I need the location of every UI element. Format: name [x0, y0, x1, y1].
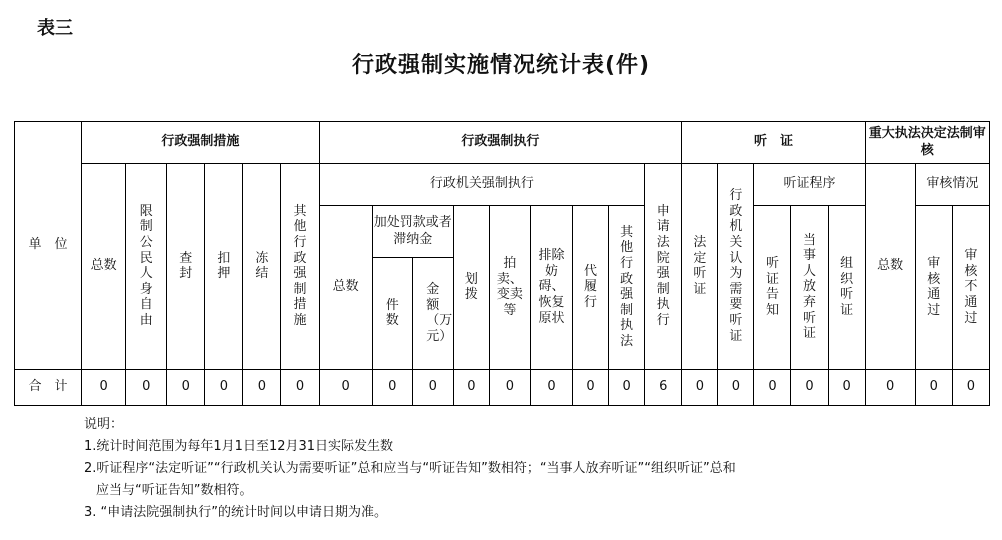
total-cell: 0: [453, 370, 489, 406]
page-title: 行政强制实施情况统计表(件): [351, 53, 651, 78]
total-cell: 0: [682, 370, 718, 406]
total-cell: 0: [372, 370, 412, 406]
col-h-waive-text: 当事人放弃听证: [803, 232, 817, 342]
col-e-court-text: 申请法院强制执行: [656, 203, 670, 328]
col-m-restrict: [126, 164, 167, 370]
col-r-fail: [952, 206, 989, 370]
col-m-total: 总数: [82, 164, 126, 370]
table-row: [15, 370, 990, 406]
col-h-notice-text: 听证告知: [765, 255, 779, 318]
col-h-agency-text: 行政机关认为需要听证: [729, 188, 743, 344]
col-e-other-text: 其他行政强制执法: [620, 224, 634, 349]
col-r-pass: [915, 206, 952, 370]
note-item: 1.统计时间范围为每年1月1日至12月31日实际发生数: [84, 439, 394, 454]
total-cell: 0: [167, 370, 205, 406]
col-m-seal: [167, 164, 205, 370]
total-cell: 6: [645, 370, 682, 406]
total-cell: 0: [754, 370, 791, 406]
col-e-count: [372, 258, 412, 370]
col-e-proxy: [572, 206, 608, 370]
total-cell: 0: [412, 370, 453, 406]
total-cell: 0: [126, 370, 167, 406]
col-r-total: 总数: [865, 164, 915, 370]
header-review: 重大执法决定法制审核: [865, 122, 989, 164]
note-item: 3. “申请法院强制执行”的统计时间以申请日期为准。: [84, 505, 388, 520]
col-e-transfer-text: 划拨: [464, 271, 478, 303]
col-m-freeze: [243, 164, 281, 370]
header-unit: 单 位: [15, 122, 82, 370]
col-r-pass-text: 审核通过: [927, 255, 941, 318]
total-cell: 0: [243, 370, 281, 406]
col-e-auction-text: 拍卖、变卖等: [496, 255, 523, 318]
col-e-auction: [489, 206, 530, 370]
total-cell: 0: [865, 370, 915, 406]
col-m-detain: [205, 164, 243, 370]
total-row-label: 合 计: [15, 370, 82, 406]
col-m-detain-text: 扣押: [217, 250, 231, 282]
col-e-other: [609, 206, 645, 370]
total-cell: 0: [718, 370, 754, 406]
col-e-count-text: 件数: [385, 297, 399, 329]
total-cell: 0: [828, 370, 865, 406]
col-m-restrict-text: 限制公民人身自由: [139, 203, 153, 328]
col-e-amount-text: 金额（万元）: [426, 281, 453, 344]
col-m-seal-text: 查封: [179, 250, 193, 282]
table-label: 表三: [37, 18, 73, 39]
header-review-status: 审核情况: [915, 164, 989, 206]
col-m-other-text: 其他行政强制措施: [293, 203, 307, 328]
col-e-remove-text: 排除妨碍、恢复原状: [538, 248, 565, 326]
total-cell: 0: [915, 370, 952, 406]
note-item: 2.听证程序“法定听证”“行政机关认为需要听证”总和应当与“听证告知”数相符；“当事人放弃听证”“组织听证”总和: [84, 461, 736, 476]
col-h-waive: [791, 206, 828, 370]
col-h-agency: [718, 164, 754, 370]
total-cell: 0: [205, 370, 243, 406]
total-cell: 0: [791, 370, 828, 406]
col-e-court: [645, 164, 682, 370]
total-cell: 0: [530, 370, 572, 406]
col-h-legal-text: 法定听证: [693, 234, 707, 297]
col-m-other: [281, 164, 319, 370]
total-cell: 0: [281, 370, 319, 406]
col-r-fail-text: 审核不通过: [964, 248, 978, 326]
col-e-total: 总数: [319, 206, 372, 370]
total-cell: 0: [952, 370, 989, 406]
col-e-transfer: [453, 206, 489, 370]
stats-table: [14, 121, 990, 406]
col-h-organize-text: 组织听证: [840, 255, 854, 318]
total-cell: 0: [572, 370, 608, 406]
total-cell: 0: [82, 370, 126, 406]
notes-heading: 说明：: [84, 417, 124, 432]
col-h-notice: [754, 206, 791, 370]
total-cell: 0: [489, 370, 530, 406]
total-cell: 0: [609, 370, 645, 406]
header-fine-group: 加处罚款或者滞纳金: [372, 206, 453, 258]
header-hearing: 听 证: [682, 122, 865, 164]
header-measures: 行政强制措施: [82, 122, 319, 164]
col-m-freeze-text: 冻结: [255, 250, 269, 282]
note-item: 应当与“听证告知”数相符。: [96, 483, 253, 498]
col-e-proxy-text: 代履行: [584, 263, 598, 310]
col-e-remove: [530, 206, 572, 370]
notes: [84, 414, 736, 524]
header-enforcement: 行政强制执行: [319, 122, 682, 164]
total-cell: 0: [319, 370, 372, 406]
header-agency-enforcement: 行政机关强制执行: [319, 164, 645, 206]
col-e-amount: [412, 258, 453, 370]
col-h-legal: [682, 164, 718, 370]
header-hearing-procedure: 听证程序: [754, 164, 865, 206]
col-h-organize: [828, 206, 865, 370]
